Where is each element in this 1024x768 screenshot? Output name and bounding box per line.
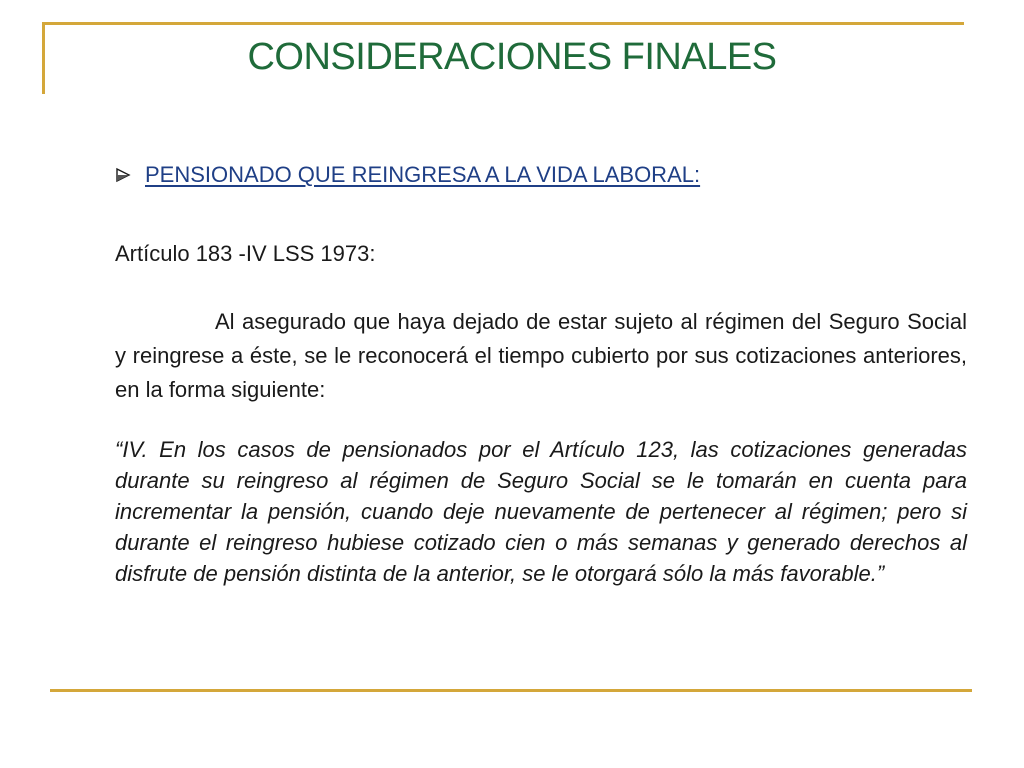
frame-bottom-line (50, 689, 972, 692)
quoted-text: “IV. En los casos de pensionados por el Artículo 123, las cotizaciones generadas durante su reingreso al régimen de Seguro Social se le tomarán en cuenta para incrementar la pensión, cuando deje nuevamente de pertenecer al régimen; pero si durante el reingreso hubiese cotizado cien o más semanas y generado derechos al disfrute de pensión distinta de la anterior, se le otorgará sólo la más favorable.” (115, 437, 967, 586)
bullet-item (115, 162, 700, 188)
body-paragraph: Al asegurado que haya dejado de estar sujeto al régimen del Seguro Social y reingrese a éste, se le reconocerá el tiempo cubierto por sus cotizaciones anteriores, en la forma siguiente: (115, 309, 967, 402)
bullet-heading: PENSIONADO QUE REINGRESA A LA VIDA LABORAL: (145, 162, 701, 187)
slide-title: CONSIDERACIONES FINALES (247, 36, 777, 78)
frame-top-line (42, 22, 964, 25)
arrowhead-bullet-icon (115, 167, 131, 183)
article-reference: Artículo 183 -IV LSS 1973: (115, 241, 376, 266)
